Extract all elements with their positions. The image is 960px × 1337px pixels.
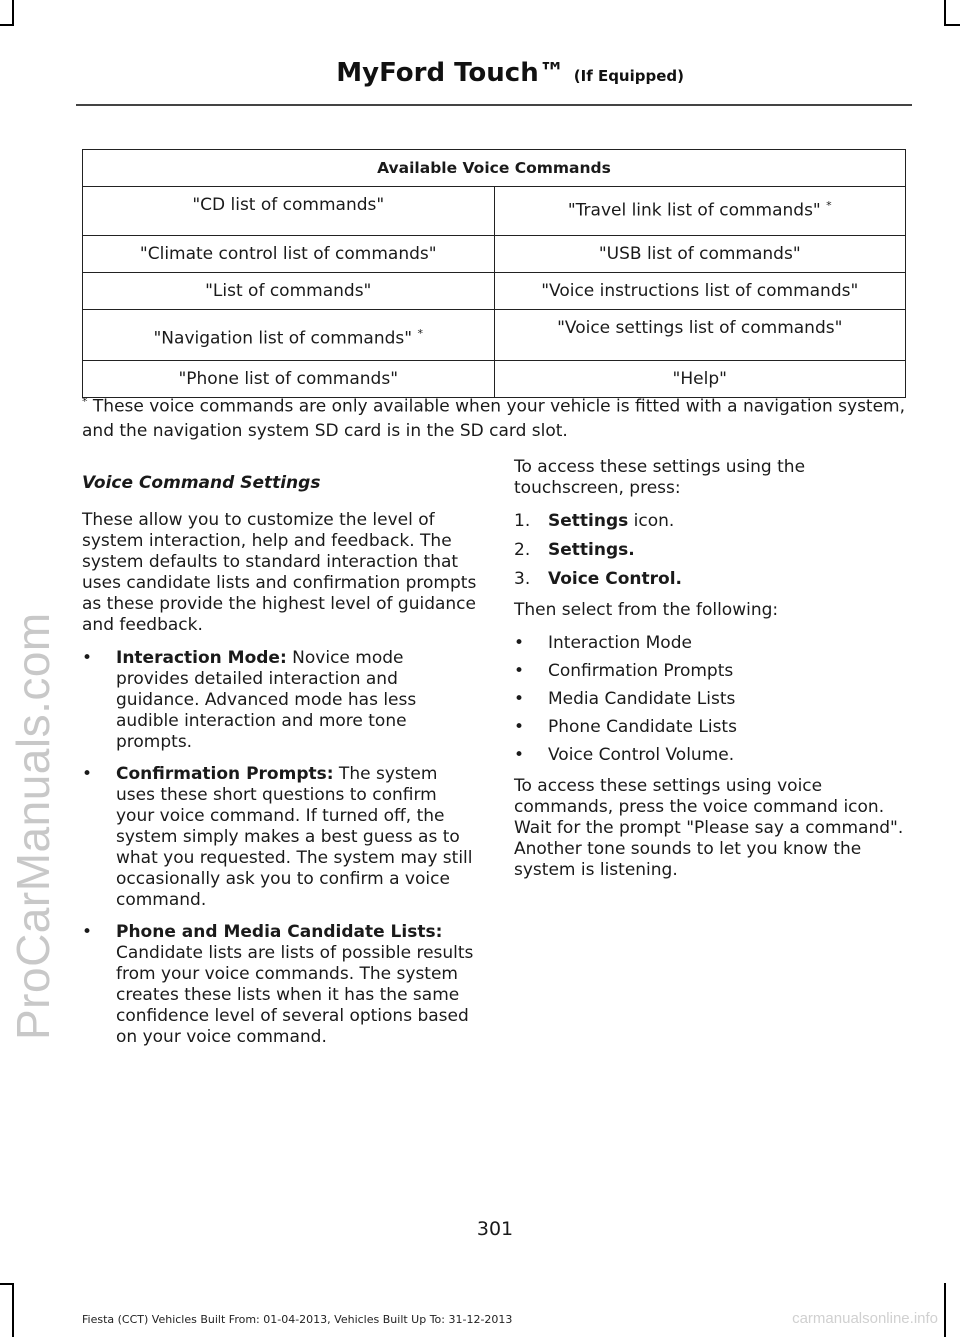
paragraph: Then select from the following: [514,600,779,620]
right-column [514,457,914,893]
table-cell [83,273,495,310]
table-cell [83,310,495,361]
table-cell [83,187,495,236]
option-text: Media Candidate Lists [548,689,736,709]
bullet-text: The system uses these short questions to confirm your voice command. If turned off, the system simply makes a best guess as to what you requested. The system may still occasionally ask you to confirm a voice command. [116,764,473,910]
footnote-text: These voice commands are only available when your vehicle is fitted with a navigation system, and the navigation system SD card is in the SD card slot. [82,396,906,441]
footnote-mark: * [82,395,88,408]
cell-text: "List of commands" [205,281,372,301]
cell-text: "Climate control list of commands" [139,244,437,264]
step-item [514,511,914,532]
option-text: Phone Candidate Lists [548,717,737,737]
section-heading: Voice Command Settings [82,473,321,493]
table-footnote [82,390,912,443]
step-text: icon. [628,511,675,531]
table-row [83,236,906,273]
bullet-icon: • [514,633,525,653]
bullet-icon: • [82,764,93,784]
list-item [82,922,478,1048]
step-item [514,540,914,561]
bullet-icon: • [514,717,525,737]
bullet-term: Phone and Media Candidate Lists: [116,922,443,942]
bullet-term: Interaction Mode: [116,648,287,668]
cell-text: "Voice instructions list of commands" [541,281,859,301]
step-bold: Voice Control. [548,569,682,589]
paragraph: These allow you to customize the level of system interaction, help and feedback. The system defaults to standard interaction that uses candidate lists and confirmation prompts as these provide the highest level of guidance and feedback. [82,510,477,635]
bullet-text: Novice mode provides detailed interaction and guidance. Advanced mode has less audible interaction and more tone prompts. [116,648,417,752]
list-item [514,633,914,654]
voice-commands-table [82,149,906,398]
paragraph: To access these settings using the touchscreen, press: [514,457,806,498]
footer-watermark: carmanualsonline.info [792,1310,938,1327]
cell-text: "USB list of commands" [598,244,801,264]
crop-mark [944,24,960,26]
bullet-text: Candidate lists are lists of possible results from your voice commands. The system creates these lists when it has the same confidence level of several options based on your voice command. [116,943,474,1047]
paragraph: To access these settings using voice commands, press the voice command icon. Wait for the prompt "Please say a command". Another tone sounds to let you know the system is listening. [514,776,904,880]
bullet-icon: • [514,661,525,681]
cell-text: "CD list of commands" [192,195,385,215]
table-cell [494,273,906,310]
footnote-mark: * [826,199,832,212]
list-item [82,648,478,753]
crop-mark [944,0,946,24]
table-row [83,273,906,310]
bullet-icon: • [514,689,525,709]
list-item [82,764,478,911]
page-number: 301 [476,1218,514,1240]
crop-mark [944,1283,946,1337]
header-rule [76,104,912,106]
bullet-term: Confirmation Prompts: [116,764,334,784]
step-bold: Settings [548,511,629,531]
left-column [82,473,478,1059]
side-watermark: ProCarManuals.com [7,612,59,1040]
cell-text: "Navigation list of commands" [153,328,413,349]
table-row [83,310,906,361]
header-subtitle: (If Equipped) [573,67,684,85]
footnote-mark: * [417,327,423,341]
table-cell [83,236,495,273]
table-cell [494,187,906,236]
step-bold: Settings. [548,540,635,560]
step-number: 1. [514,511,531,531]
option-text: Confirmation Prompts [548,661,734,681]
table-row [83,187,906,236]
list-item [514,717,914,738]
step-number: 3. [514,569,531,589]
option-text: Interaction Mode [548,633,692,653]
option-text: Voice Control Volume. [548,745,735,765]
bullet-icon: • [514,745,525,765]
footer-text: Fiesta (CCT) Vehicles Built From: 01-04-2013, Vehicles Built Up To: 31-12-2013 [82,1313,513,1326]
table-caption: Available Voice Commands [83,150,906,187]
list-item [514,661,914,682]
page-header [336,58,684,88]
table-cell [494,310,906,361]
table-caption-row [83,150,906,187]
cell-text: "Phone list of commands" [178,369,399,389]
crop-mark [0,1283,14,1285]
cell-text: "Travel link list of commands" [567,200,821,221]
bullet-icon: • [82,922,93,942]
cell-text: "Help" [672,369,727,389]
header-title: MyFord Touch™ [336,58,565,88]
list-item [514,689,914,710]
crop-mark [0,24,14,26]
crop-mark [12,1283,14,1337]
list-item [514,745,914,766]
crop-mark [12,0,14,24]
table-cell [494,236,906,273]
cell-text: "Voice settings list of commands" [557,318,843,338]
step-item [514,569,914,590]
bullet-icon: • [82,648,93,668]
step-number: 2. [514,540,531,560]
